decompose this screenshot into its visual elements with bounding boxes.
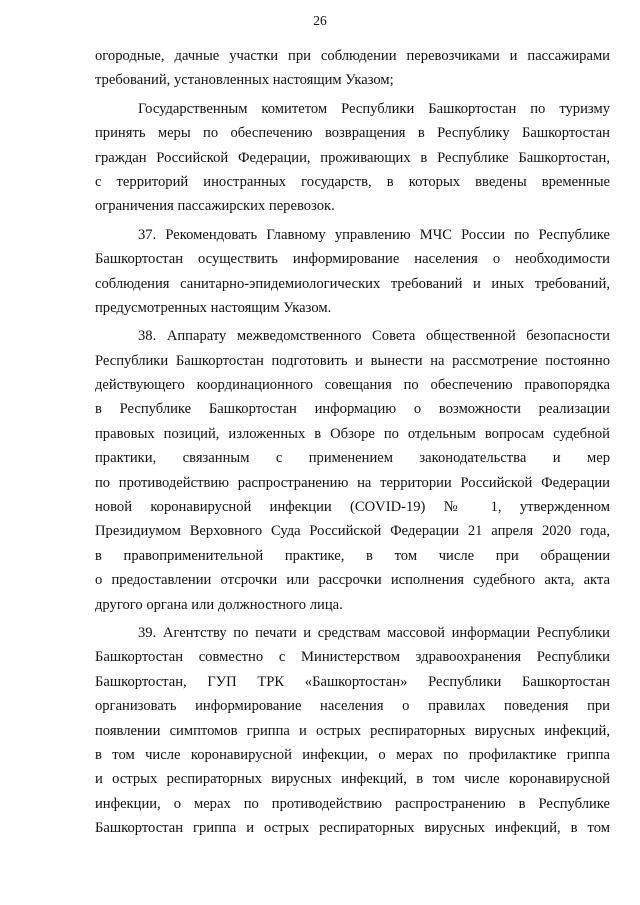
text-line: действующего координационного совещания по обеспечению правопорядка bbox=[95, 377, 610, 394]
text-line: предусмотренных настоящим Указом. bbox=[95, 299, 332, 316]
paragraph-tourism-committee bbox=[95, 97, 610, 219]
text-line: организовать информирование населения о правилах поведения при bbox=[95, 698, 610, 715]
text-line: 38. Аппарату межведомственного Совета общественной безопасности bbox=[138, 328, 610, 345]
text-line: правовых позиций, изложенных в Обзоре по отдельным вопросам судебной bbox=[95, 425, 610, 442]
text-line: огородные, дачные участки при соблюдении перевозчиками и пассажирами bbox=[95, 48, 610, 64]
text-line: Башкортостан осуществить информирование населения о необходимости bbox=[95, 251, 610, 268]
text-line: и острых респираторных вирусных инфекций, в том числе коронавирусной bbox=[95, 771, 610, 788]
text-line: 37. Рекомендовать Главному управлению МЧС России по Республике bbox=[138, 226, 610, 243]
text-line: граждан Российской Федерации, проживающих в Республике Башкортостан, bbox=[95, 149, 610, 166]
text-line: о предоставлении отсрочки или рассрочки исполнения судебного акта, акта bbox=[95, 572, 610, 589]
paragraph-item-38 bbox=[95, 324, 610, 617]
paragraph-item-39 bbox=[95, 621, 610, 841]
paragraph-item-37 bbox=[95, 223, 610, 321]
text-line: в правоприменительной практике, в том числе при обращении bbox=[95, 547, 610, 564]
text-line: требований, установленных настоящим Указом; bbox=[95, 72, 394, 89]
text-line: 39. Агентству по печати и средствам массовой информации Республики bbox=[138, 624, 610, 641]
text-line: в том числе коронавирусной инфекции, о мерах по профилактике гриппа bbox=[95, 746, 610, 763]
text-line: практики, связанным с применением законодательства и мер bbox=[95, 450, 610, 467]
text-line: Президиумом Верховного Суда Российской Федерации 21 апреля 2020 года, bbox=[95, 523, 610, 540]
text-line: Башкортостан, ГУП ТРК «Башкортостан» Республики Башкортостан bbox=[95, 673, 610, 690]
text-line: новой коронавирусной инфекции (COVID-19) № 1, утвержденном bbox=[95, 499, 610, 516]
text-line: по противодействию распространению на территории Российской Федерации bbox=[95, 474, 610, 491]
page-number: 26 bbox=[313, 13, 327, 28]
text-line: Башкортостан гриппа и острых респираторных вирусных инфекций, в том bbox=[95, 820, 610, 837]
text-line: инфекции, о мерах по противодействию распространению в Республике bbox=[95, 795, 610, 812]
text-line: ограничения пассажирских перевозок. bbox=[95, 198, 335, 215]
text-line: соблюдения санитарно-эпидемиологических требований и иных требований, bbox=[95, 275, 610, 292]
text-line: в Республике Башкортостан информацию о возможности реализации bbox=[95, 401, 610, 418]
text-line: Башкортостан совместно с Министерством здравоохранения Республики bbox=[95, 649, 610, 666]
text-line: другого органа или должностного лица. bbox=[95, 596, 343, 613]
document-body bbox=[95, 44, 610, 841]
text-line: Государственным комитетом Республики Башкортостан по туризму bbox=[138, 100, 610, 117]
paragraph-continuation bbox=[95, 44, 610, 93]
text-line: с территорий иностранных государств, в которых введены временные bbox=[95, 173, 610, 190]
text-line: Республики Башкортостан подготовить и вынести на рассмотрение постоянно bbox=[95, 352, 610, 369]
text-line: принять меры по обеспечению возвращения в Республику Башкортостан bbox=[95, 125, 610, 142]
text-line: появлении симптомов гриппа и острых респираторных вирусных инфекций, bbox=[95, 722, 610, 739]
